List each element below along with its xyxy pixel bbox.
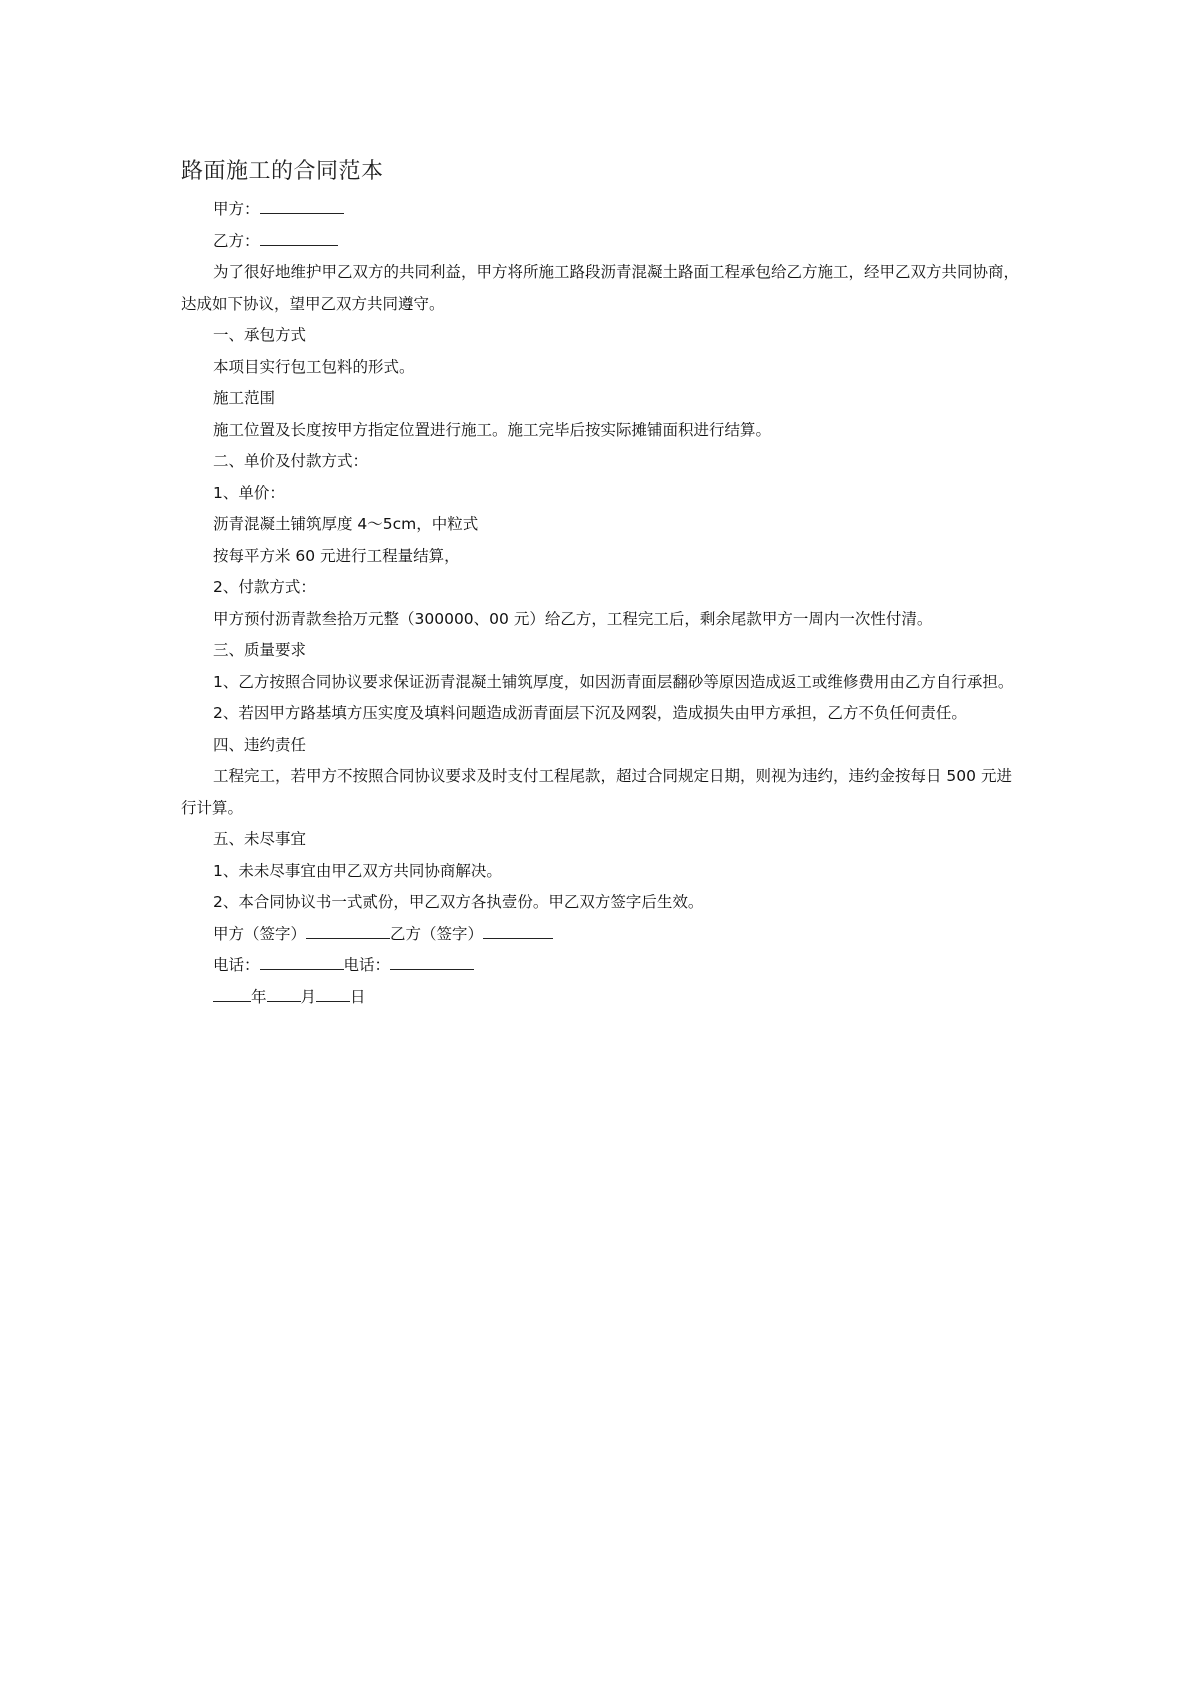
section-5-item-2: 2、本合同协议书一式贰份，甲乙双方各执壹份。甲乙双方签字后生效。 [213, 893, 704, 911]
sign-b-blank [483, 924, 553, 939]
section-2-item-2-heading: 2、付款方式： [213, 578, 316, 596]
date-month-label: 月 [300, 987, 317, 1006]
scope-body: 施工位置及长度按甲方指定位置进行施工。施工完毕后按实际摊铺面积进行结算。 [213, 420, 772, 439]
party-a-blank [260, 199, 344, 214]
party-a-line [181, 194, 1021, 226]
phone-b-label: 电话： [343, 956, 391, 974]
section-3-item-2: 2、若因甲方路基填方压实度及填料问题造成沥青面层下沉及网裂，造成损失由甲方承担，乙方不负任何责任。 [213, 704, 967, 722]
phone-b-blank [390, 955, 474, 970]
section-2-item-1-line-2: 按每平方米 60 元进行工程量结算， [213, 546, 460, 565]
phone-a-label: 电话： [213, 956, 260, 974]
section-3-item-1: 1、乙方按照合同协议要求保证沥青混凝土铺筑厚度，如因沥青面层翻砂等原因造成返工或维修费用由乙方自行承担。 [213, 672, 1014, 691]
party-b-line [181, 226, 1021, 258]
day-blank [316, 987, 350, 1002]
section-4-body: 工程完工，若甲方不按照合同协议要求及时支付工程尾款，超过合同规定日期，则视为违约，违约金按每日 500 元进行计算。 [181, 767, 1012, 817]
section-2-item-1-heading: 1、单价： [213, 483, 285, 502]
sign-a-label: 甲方（签字） [213, 924, 307, 943]
section-5-item-1: 1、未未尽事宜由甲乙双方共同协商解决。 [213, 861, 502, 880]
intro-paragraph: 为了很好地维护甲乙双方的共同利益，甲方将所施工路段沥青混凝土路面工程承包给乙方施工，经甲乙双方共同协商，达成如下协议，望甲乙双方共同遵守。 [181, 263, 1020, 313]
sign-b-label: 乙方（签字） [390, 924, 484, 943]
phone-a-blank [260, 955, 344, 970]
party-b-blank [260, 231, 338, 246]
section-1-body: 本项目实行包工包料的形式。 [213, 357, 415, 376]
section-2-item-2-body: 甲方预付沥青款叁拾万元整（300000、00 元）给乙方，工程完工后，剩余尾款甲方一周内一次性付清。 [213, 609, 933, 628]
month-blank [267, 987, 301, 1002]
party-a-label: 甲方： [213, 200, 260, 218]
phone-line [181, 950, 1021, 982]
date-line [181, 982, 1021, 1014]
date-year-label: 年 [251, 987, 267, 1006]
section-2-item-1-line-1: 沥青混凝土铺筑厚度 4～5cm，中粒式 [213, 515, 479, 533]
contract-document [181, 152, 1021, 1013]
section-3-heading: 三、质量要求 [213, 641, 307, 659]
year-blank [213, 987, 251, 1002]
sign-a-blank [306, 924, 390, 939]
section-5-heading: 五、未尽事宜 [213, 830, 307, 848]
party-b-label: 乙方： [213, 231, 260, 250]
section-1-heading: 一、承包方式 [213, 326, 307, 344]
document-title: 路面施工的合同范本 [181, 159, 384, 184]
signature-line [181, 919, 1021, 951]
scope-heading: 施工范围 [213, 389, 276, 407]
date-day-label: 日 [350, 987, 366, 1006]
section-2-heading: 二、单价及付款方式： [213, 452, 369, 470]
section-4-heading: 四、违约责任 [213, 735, 307, 754]
